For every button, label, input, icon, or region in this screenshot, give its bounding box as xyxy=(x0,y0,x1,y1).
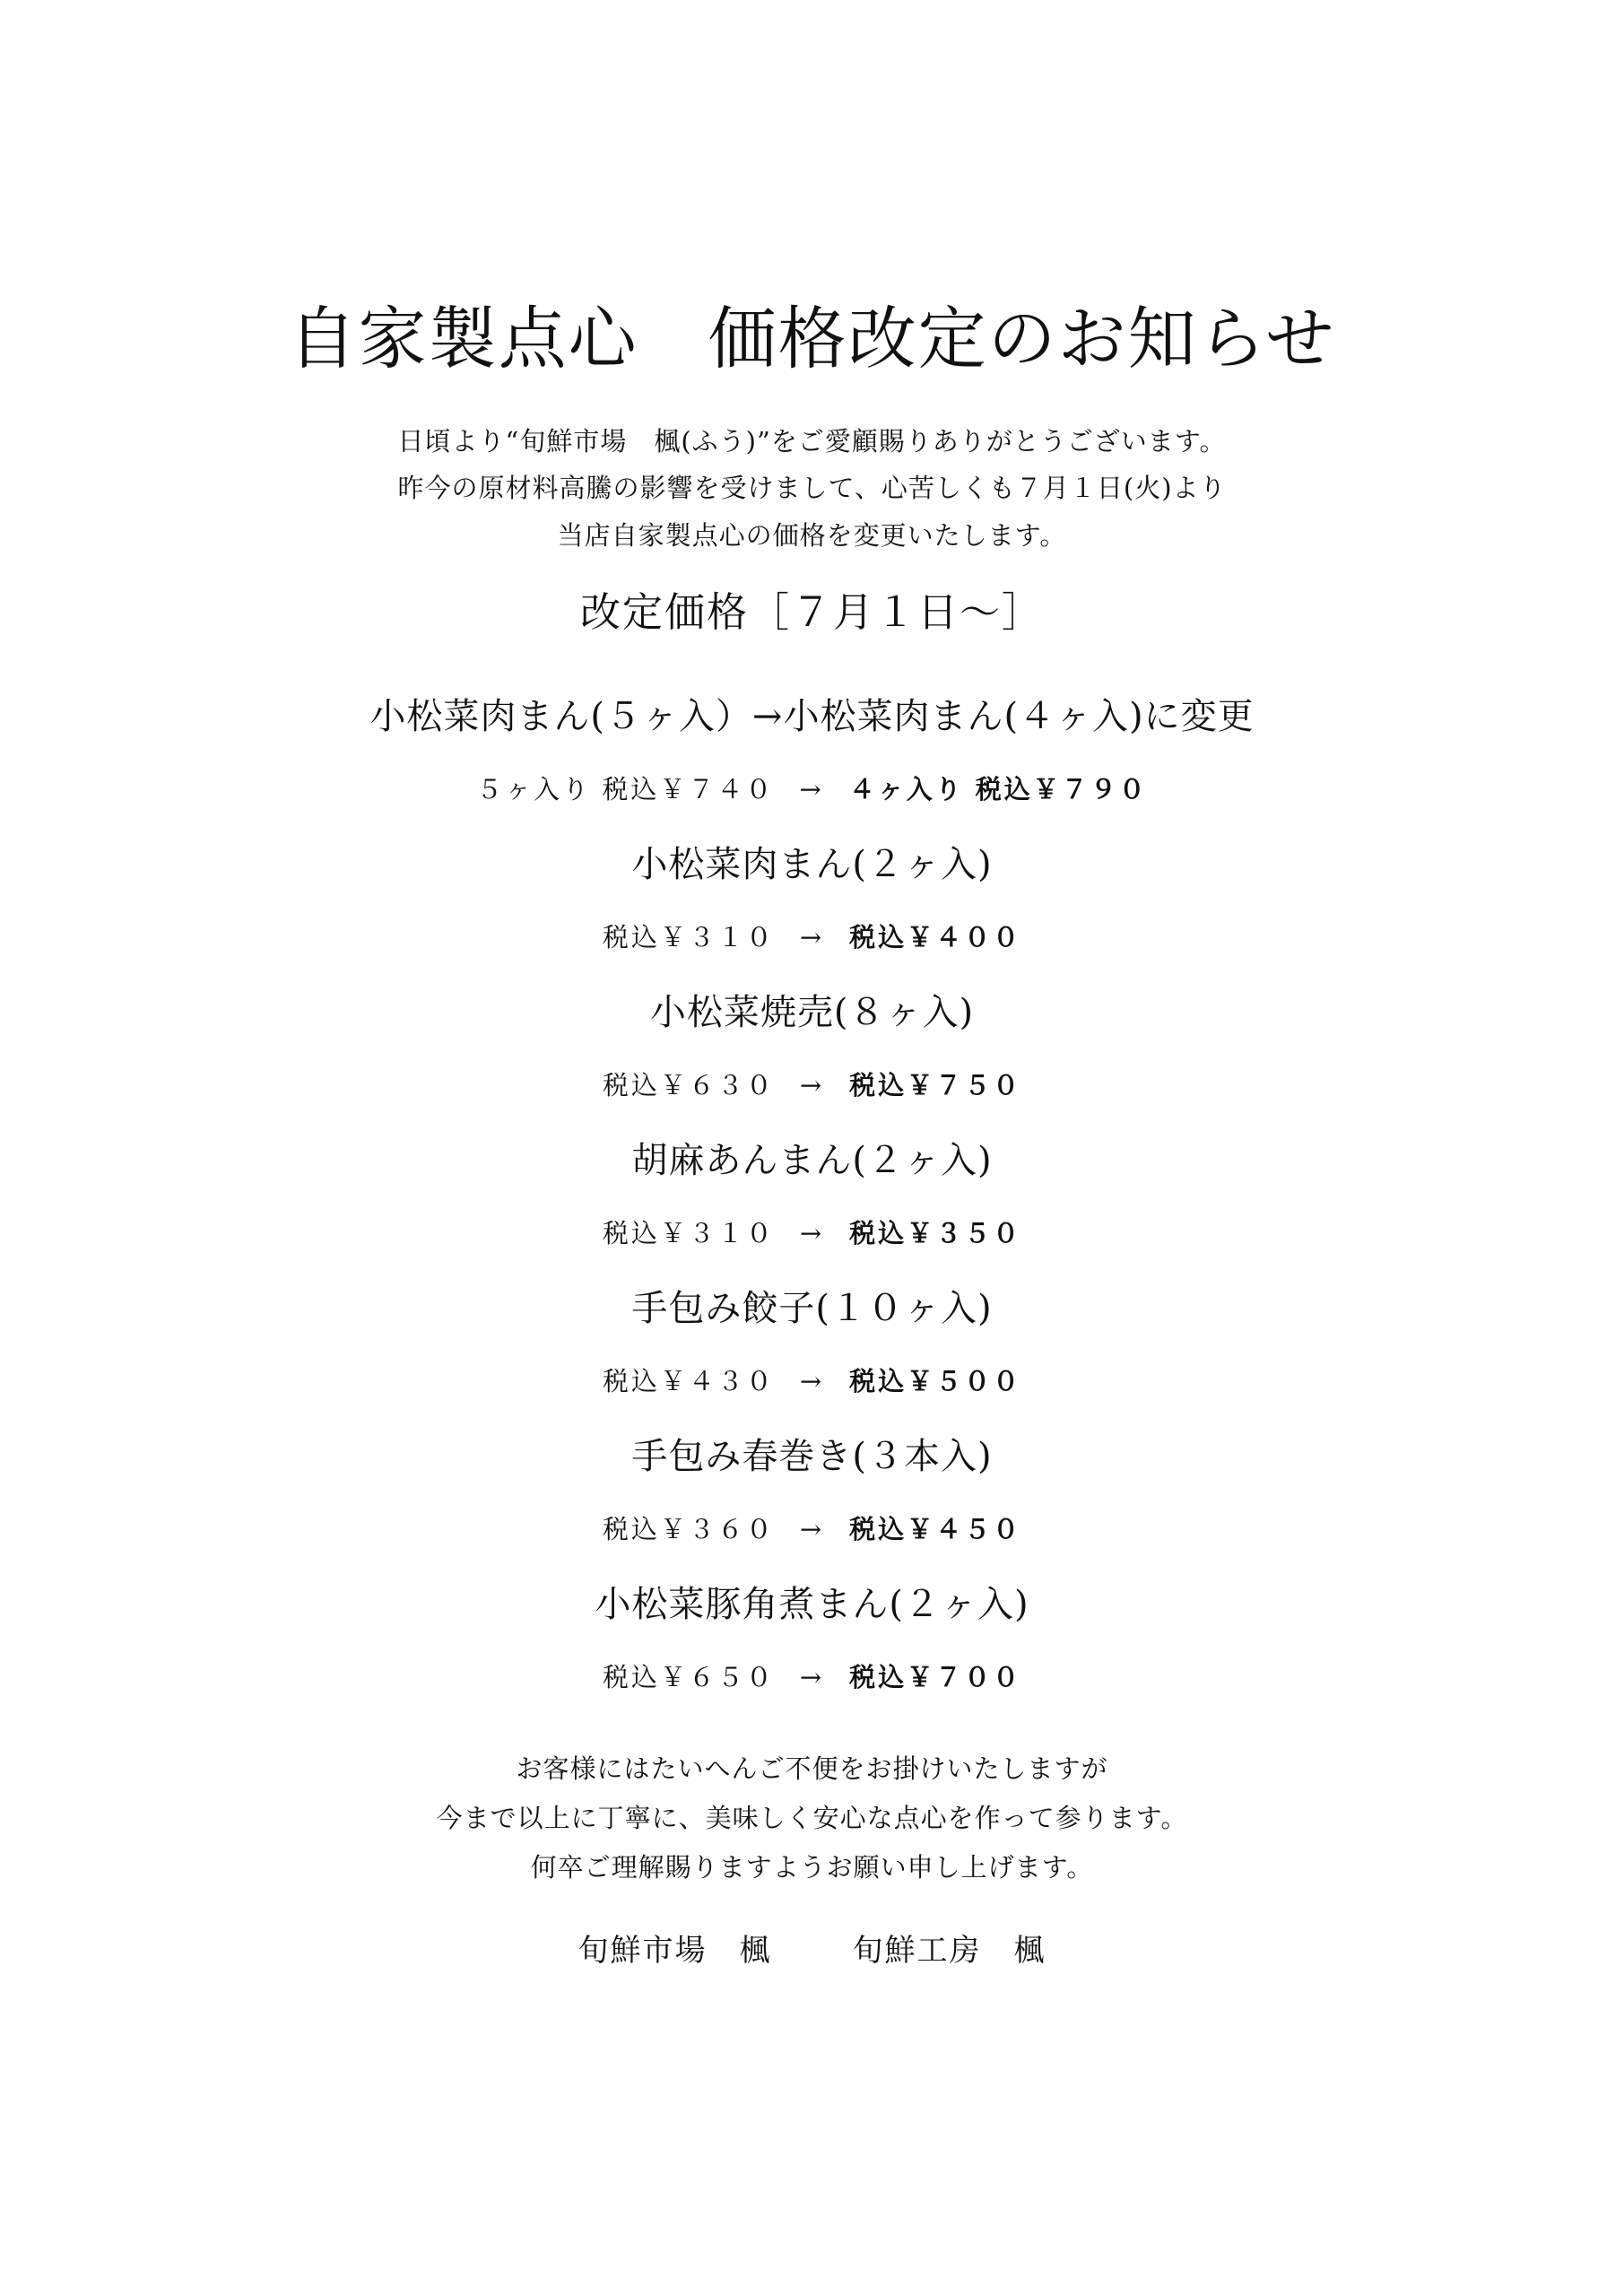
old-price: 税込￥３１０ xyxy=(602,1218,775,1248)
old-price: 税込￥３６０ xyxy=(602,1514,775,1544)
old-price: 税込￥４３０ xyxy=(602,1366,775,1396)
old-price: 税込￥３１０ xyxy=(602,922,775,952)
arrow-icon: → xyxy=(799,1218,825,1248)
arrow-icon: → xyxy=(799,922,825,952)
price-line xyxy=(0,1218,1624,1248)
new-price: 税込￥７５０ xyxy=(849,1070,1022,1100)
arrow-icon: → xyxy=(799,1366,825,1396)
arrow-icon: → xyxy=(799,1662,825,1692)
signature xyxy=(0,1933,1624,1969)
closing-line-1: お客様にはたいへんご不便をお掛けいたしますが xyxy=(516,1753,1108,1784)
price-line xyxy=(0,1514,1624,1544)
arrow-icon: → xyxy=(799,1070,825,1100)
item-name: 胡麻あんまん(２ヶ入) xyxy=(631,1140,993,1181)
new-price: ４ヶ入り 税込￥７９０ xyxy=(848,774,1148,804)
section-heading: 改定価格［７月１日～］ xyxy=(579,588,1044,636)
price-line xyxy=(0,774,1624,804)
item-name: 手包み餃子(１０ヶ入) xyxy=(631,1288,993,1329)
old-price: 税込￥６３０ xyxy=(602,1070,775,1100)
price-line xyxy=(0,922,1624,952)
item-name: 小松菜肉まん(２ヶ入) xyxy=(631,844,993,885)
old-price: ５ヶ入り 税込￥７４０ xyxy=(476,774,775,804)
new-price: 税込￥７００ xyxy=(849,1662,1022,1692)
item-name: 小松菜焼売(８ヶ入) xyxy=(649,992,975,1033)
closing-line-2: 今まで以上に丁寧に、美味しく安心な点心を作って参ります。 xyxy=(436,1803,1188,1833)
closing-line-3: 何卒ご理解賜りますようお願い申し上げます。 xyxy=(530,1852,1094,1883)
price-line xyxy=(0,1366,1624,1396)
signature-store-market: 旬鮮市場 楓 xyxy=(578,1933,772,1969)
new-price: 税込￥４５０ xyxy=(849,1514,1022,1544)
arrow-icon: → xyxy=(799,774,824,804)
intro-line-1: 日頃より“旬鮮市場 楓(ふう)”をご愛顧賜りありがとうございます。 xyxy=(397,426,1227,457)
notice-title: 自家製点心 価格改定のお知らせ xyxy=(288,299,1336,378)
item-name: 手包み春巻き(３本入) xyxy=(631,1436,993,1477)
new-price: 税込￥３５０ xyxy=(849,1218,1022,1248)
signature-store-kitchen: 旬鮮工房 楓 xyxy=(852,1933,1046,1969)
old-price: 税込￥６５０ xyxy=(602,1662,775,1692)
intro-line-3: 当店自家製点心の価格を変更いたします。 xyxy=(557,520,1067,551)
new-price: 税込￥５００ xyxy=(849,1366,1022,1396)
price-line xyxy=(0,1070,1624,1100)
item-name: 小松菜豚角煮まん(２ヶ入) xyxy=(595,1584,1029,1625)
item-name: 小松菜肉まん(５ヶ入）→小松菜肉まん(４ヶ入)に変更 xyxy=(369,696,1255,737)
price-line xyxy=(0,1662,1624,1692)
new-price: 税込￥４００ xyxy=(849,922,1022,952)
intro-line-2: 昨今の原材料高騰の影響を受けまして、心苦しくも７月１日(火)より xyxy=(397,473,1227,503)
arrow-icon: → xyxy=(799,1514,825,1544)
